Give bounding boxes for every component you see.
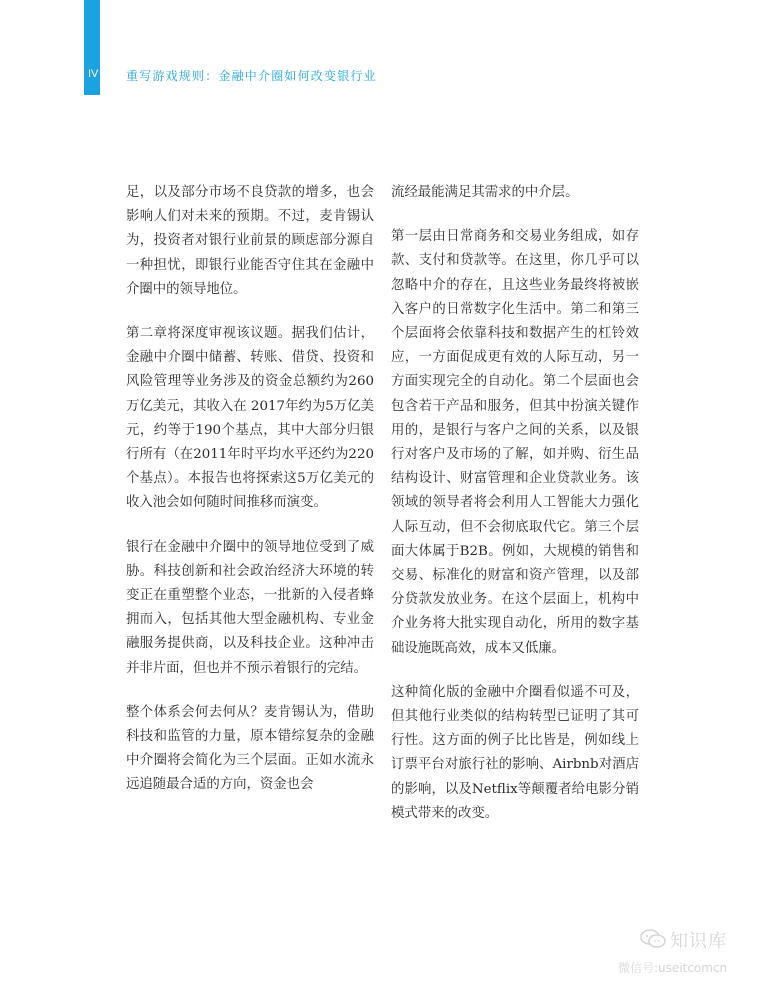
watermark-account: 微信号:useitcomcn [618,961,728,975]
paragraph: 这种简化版的金融中介圈看似遥不可及，但其他行业类似的结构转型已证明了其可行性。这方面的例子比比皆是，例如线上订票平台对旅行社的影响、Airbnb对酒店的影响，以及Netflix等颠覆者给电影分销模式带来的改变。 [391,684,639,821]
paragraph: 银行在金融中介圈中的领导地位受到了威胁。科技创新和社会政治经济大环境的转变正在重塑整个业态，一批新的入侵者蜂拥而入，包括其他大型金融机构、专业金融服务提供商，以及科技企业。这种冲击并非片面，但也并不预示着银行的完结。 [126,539,374,676]
paragraph: 第二章将深度审视该议题。据我们估计，金融中介圈中储蓄、转账、借贷、投资和风险管理等业务涉及的资金总额约为260万亿美元，其收入在 2017年约为5万亿美元，约等于190个基点，其中大部分归银行所有（在2011年时平均水平还约为220个基点）。本报告也将探索这5万亿美元的收入池会如何随时间推移而演变。 [126,326,374,511]
running-title: 重写游戏规则：金融中介圈如何改变银行业 [126,69,377,83]
paragraph: 整个体系会何去何从？麦肯锡认为，借助科技和监管的力量，原本错综复杂的金融中介圈将会简化为三个层面。正如水流永远追随最合适的方向，资金也会 [126,704,374,793]
paragraph: 第一层由日常商务和交易业务组成，如存款、支付和贷款等。在这里，你几乎可以忽略中介的存在，且这些业务最终将被嵌入客户的日常数字化生活中。第二和第三个层面将会依靠科技和数据产生的杠铃效应，一方面促成更有效的人际互动，另一方面实现完全的自动化。第二个层面也会包含若干产品和服务，但其中扮演关键作用的，是银行与客户之间的关系，以及银行对客户及市场的了解，如并购、衍生品结构设计、财富管理和企业贷款业务。该领域的领导者将会利用人工智能大力强化人际互动，但不会彻底取代它。第三个层面大体属于B2B。例如，大规模的销售和交易、标准化的财富和资产管理，以及部分贷款发放业务。在这个层面上，机构中介业务将大批实现自动化，所用的数字基础设施既高效，成本又低廉。 [391,229,639,656]
page-number: IV [88,68,99,80]
left-column [126,181,374,818]
header-accent-bar [84,0,100,95]
watermark-brand: 知识库 [670,931,727,952]
right-column [391,181,639,846]
paragraph: 流经最能满足其需求的中介层。 [391,185,579,200]
wechat-icon [640,929,666,949]
paragraph: 足，以及部分市场不良贷款的增多，也会影响人们对未来的预期。不过，麦肯锡认为，投资者对银行业前景的顾虑部分源自一种担忧，即银行业能否守住其在金融中介圈中的领导地位。 [126,185,374,297]
watermark [618,925,748,979]
